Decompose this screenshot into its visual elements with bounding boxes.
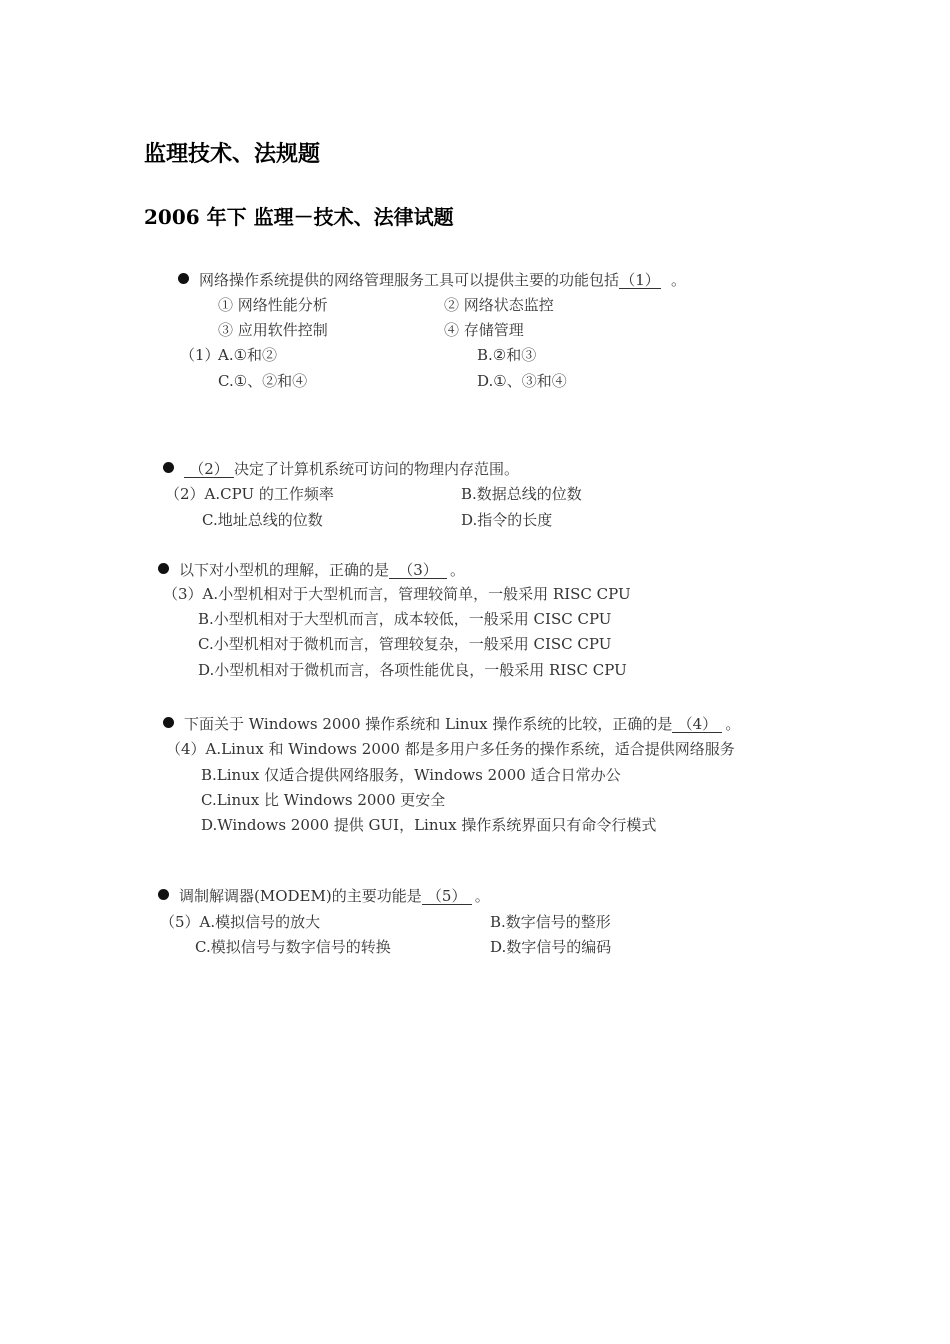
question-5-end: 。: [474, 887, 490, 905]
q1-option-d: D.①、③和④: [477, 372, 567, 390]
q3-option-c: C.小型机相对于微机而言，管理较复杂，一般采用 CISC CPU: [198, 635, 612, 653]
question-5: [158, 889, 490, 905]
bullet-icon: [158, 563, 169, 574]
question-3-blank: （3）: [389, 563, 447, 579]
q1-item-4: ④ 存储管理: [444, 321, 524, 339]
q1-option-c: C.①、②和④: [218, 372, 308, 390]
q2-option-c: C.地址总线的位数: [202, 511, 323, 529]
question-4-end: 。: [725, 715, 741, 733]
q1-option-a: A.①和②: [218, 346, 278, 364]
q3-option-b: B.小型机相对于大型机而言，成本较低，一般采用 CISC CPU: [198, 610, 612, 628]
question-4-blank: （4）: [672, 717, 722, 733]
q2-option-b: B.数据总线的位数: [461, 485, 582, 503]
question-5-blank: （5）: [422, 889, 472, 905]
page-title: 监理技术、法规题: [144, 141, 321, 167]
q1-item-2: ② 网络状态监控: [444, 296, 554, 314]
q1-number: （1）: [180, 346, 220, 364]
q5-option-d: D.数字信号的编码: [490, 938, 612, 956]
q5-option-a: （5）A.模拟信号的放大: [160, 913, 321, 931]
question-1-text: 网络操作系统提供的网络管理服务工具可以提供主要的功能包括: [199, 271, 620, 289]
question-4: [163, 717, 740, 733]
bullet-icon: [163, 717, 174, 728]
q3-option-d: D.小型机相对于微机而言，各项性能优良，一般采用 RISC CPU: [198, 661, 627, 679]
question-3: [158, 563, 465, 579]
q1-option-b: B.②和③: [477, 346, 537, 364]
q4-option-b: B.Linux 仅适合提供网络服务，Windows 2000 适合日常办公: [201, 766, 621, 784]
q3-option-a: （3）A.小型机相对于大型机而言，管理较简单，一般采用 RISC CPU: [163, 585, 631, 603]
question-1: [178, 273, 686, 289]
q4-option-c: C.Linux 比 Windows 2000 更安全: [201, 791, 446, 809]
question-1-end: 。: [671, 271, 687, 289]
question-5-text: 调制解调器(MODEM)的主要功能是: [179, 887, 422, 905]
question-3-text: 以下对小型机的理解，正确的是: [179, 561, 390, 579]
q4-option-a: （4）A.Linux 和 Windows 2000 都是多用户多任务的操作系统，适合提供网络服务: [166, 740, 735, 758]
bullet-icon: [158, 889, 169, 900]
q5-option-c: C.模拟信号与数字信号的转换: [195, 938, 391, 956]
question-4-text: 下面关于 Windows 2000 操作系统和 Linux 操作系统的比较，正确的是: [184, 715, 673, 733]
section-title: 2006 年下 监理－技术、法律试题: [144, 205, 454, 229]
bullet-icon: [163, 462, 174, 473]
q4-option-d: D.Windows 2000 提供 GUI，Linux 操作系统界面只有命令行模式: [201, 816, 657, 834]
question-3-end: 。: [450, 561, 466, 579]
question-1-blank: （1）: [620, 271, 660, 289]
bullet-icon: [178, 273, 189, 284]
question-2: [163, 462, 519, 478]
q2-option-a: （2）A.CPU 的工作频率: [165, 485, 334, 503]
q1-item-1: ① 网络性能分析: [218, 296, 328, 314]
question-2-blank: （2）: [184, 462, 234, 478]
q5-option-b: B.数字信号的整形: [490, 913, 611, 931]
question-2-text: 决定了计算机系统可访问的物理内存范围。: [234, 460, 520, 478]
q2-option-d: D.指令的长度: [461, 511, 553, 529]
q1-item-3: ③ 应用软件控制: [218, 321, 328, 339]
